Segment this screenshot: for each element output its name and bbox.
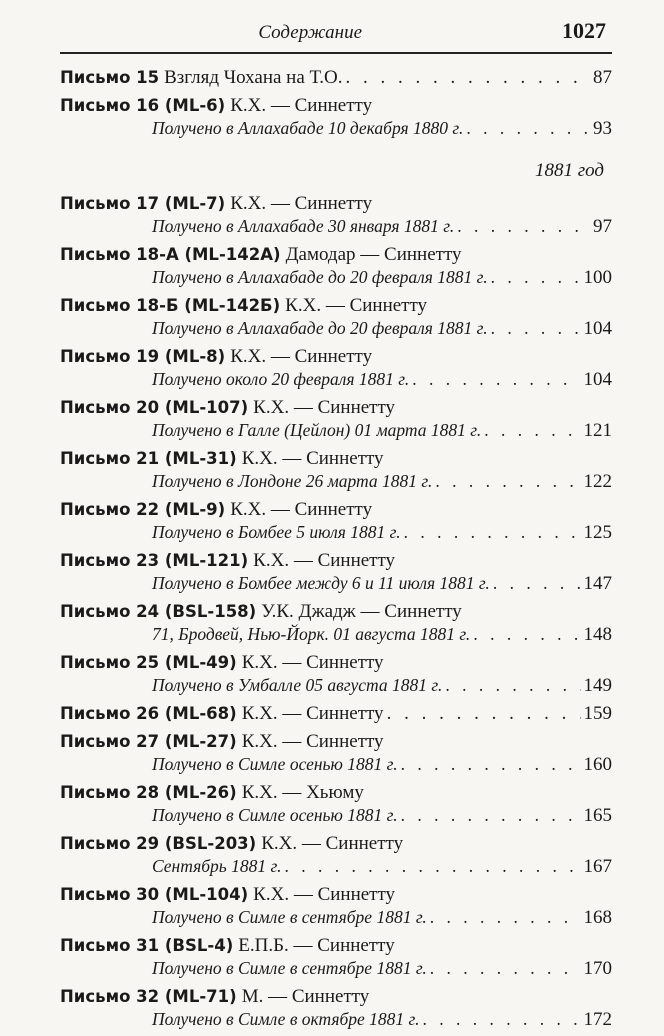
entry-correspondents: М. — Синнетту [241, 986, 370, 1007]
entry-correspondents: К.Х. — Синнетту [253, 884, 396, 905]
entry-title-line [60, 985, 612, 1008]
entry-page-number: 147 [583, 573, 612, 594]
entry-detail-line [60, 572, 612, 595]
entry-detail: Получено в Симле в октябре 1881 г. [152, 1009, 420, 1029]
toc-entry[interactable] [60, 549, 612, 595]
dot-leader [491, 266, 581, 289]
dot-leader [493, 572, 581, 595]
entry-page-number: 97 [593, 216, 612, 237]
dot-leader [430, 906, 581, 929]
dot-leader [445, 674, 580, 697]
entry-title-line [60, 730, 612, 753]
entry-letter-number: Письмо 23 (ML-121) [60, 551, 249, 570]
dot-leader [423, 1008, 581, 1031]
entry-detail-line [60, 266, 612, 289]
entry-letter-number: Письмо 31 (BSL-4) [60, 936, 234, 955]
entry-title-line [60, 883, 612, 906]
entry-page-number: 159 [583, 703, 612, 724]
entry-title-line [60, 294, 612, 317]
entry-detail: Получено в Аллахабаде 30 января 1881 г. [152, 216, 455, 236]
entry-correspondents: К.Х. — Синнетту [285, 295, 428, 316]
dot-leader [491, 317, 581, 340]
dot-leader [435, 470, 580, 493]
entry-page-number: 160 [583, 754, 612, 775]
entry-detail: Получено в Симле осенью 1881 г. [152, 805, 398, 825]
entry-correspondents: К.Х. — Синнетту [241, 731, 384, 752]
dot-leader [466, 117, 590, 140]
entry-detail-line [60, 753, 612, 776]
dot-leader [457, 215, 590, 238]
toc-entry[interactable] [60, 600, 612, 646]
entry-detail-line [60, 906, 612, 929]
entry-page-number: 121 [583, 420, 612, 441]
entry-letter-number: Письмо 27 (ML-27) [60, 732, 237, 751]
toc-entry[interactable] [60, 447, 612, 493]
entry-correspondents: К.Х. — Синнетту [241, 703, 384, 724]
entry-detail-line [60, 215, 612, 238]
entry-correspondents: К.Х. — Синнетту [253, 397, 396, 418]
entry-letter-number: Письмо 21 (ML-31) [60, 449, 237, 468]
entry-letter-number: Письмо 24 (BSL-158) [60, 602, 257, 621]
entry-correspondents: К.Х. — Синнетту [261, 833, 404, 854]
entry-correspondents: К.Х. — Синнетту [230, 499, 373, 520]
entry-correspondents: Взгляд Чохана на Т.О. [164, 67, 343, 88]
dot-leader [401, 804, 581, 827]
dot-leader [412, 368, 580, 391]
dot-leader [387, 702, 581, 725]
dot-leader [484, 419, 580, 442]
table-of-contents [60, 66, 612, 1036]
entry-letter-number: Письмо 26 (ML-68) [60, 704, 237, 723]
entry-page-number: 93 [593, 118, 612, 139]
entry-correspondents: Дамодар — Синнетту [285, 244, 462, 265]
entries-1880 [60, 66, 612, 140]
toc-entry[interactable] [60, 883, 612, 929]
entry-detail-line [60, 674, 612, 697]
entry-letter-number: Письмо 16 (ML-6) [60, 96, 226, 115]
entry-page-number: 122 [583, 471, 612, 492]
entry-detail: Сентябрь 1881 г. [152, 856, 282, 876]
entry-title-line [60, 600, 612, 623]
entry-detail: Получено в Умбалле 05 августа 1881 г. [152, 675, 443, 695]
toc-entry[interactable] [60, 396, 612, 442]
entry-letter-number: Письмо 29 (BSL-203) [60, 834, 257, 853]
entry-correspondents: Е.П.Б. — Синнетту [238, 935, 395, 956]
entry-correspondents: К.Х. — Синнетту [241, 652, 384, 673]
entry-title-line [60, 396, 612, 419]
entry-correspondents: К.Х. — Синнетту [253, 550, 396, 571]
entry-detail: 71, Бродвей, Нью-Йорк. 01 августа 1881 г. [152, 624, 471, 644]
entry-title-line [60, 498, 612, 521]
entry-letter-number: Письмо 22 (ML-9) [60, 500, 226, 519]
entry-title-line [60, 702, 612, 725]
entry-page-number: 165 [583, 805, 612, 826]
entry-correspondents: К.Х. — Синнетту [230, 193, 373, 214]
entry-page-number: 87 [593, 67, 612, 88]
dot-leader [345, 66, 590, 89]
toc-entry[interactable] [60, 243, 612, 289]
entry-title-line [60, 66, 612, 89]
entry-letter-number: Письмо 28 (ML-26) [60, 783, 237, 802]
toc-entry[interactable] [60, 730, 612, 776]
toc-entry[interactable] [60, 832, 612, 878]
entry-detail: Получено в Аллахабаде до 20 февраля 1881 г. [152, 318, 488, 338]
toc-entry[interactable] [60, 702, 612, 725]
entry-title-line [60, 447, 612, 470]
entry-title-line [60, 192, 612, 215]
toc-entry[interactable] [60, 934, 612, 980]
dot-leader [473, 623, 580, 646]
entry-detail-line [60, 521, 612, 544]
entry-detail-line [60, 957, 612, 980]
entry-title-line [60, 345, 612, 368]
dot-leader [284, 855, 580, 878]
entries-1881 [60, 192, 612, 1031]
entry-letter-number: Письмо 25 (ML-49) [60, 653, 237, 672]
entry-page-number: 149 [583, 675, 612, 696]
entry-title-line [60, 94, 612, 117]
toc-entry[interactable] [60, 651, 612, 697]
toc-entry[interactable] [60, 781, 612, 827]
entry-detail-line [60, 419, 612, 442]
entry-letter-number: Письмо 18-А (ML-142А) [60, 245, 281, 264]
header-rule [60, 52, 612, 54]
entry-detail: Получено в Галле (Цейлон) 01 марта 1881 г. [152, 420, 482, 440]
entry-title-line [60, 781, 612, 804]
entry-detail: Получено в Бомбее 5 июля 1881 г. [152, 522, 401, 542]
toc-entry[interactable] [60, 192, 612, 238]
entry-page-number: 104 [583, 318, 612, 339]
entry-detail: Получено в Бомбее между 6 и 11 июля 1881 г. [152, 573, 490, 593]
entry-detail: Получено в Симле осенью 1881 г. [152, 754, 398, 774]
running-header [60, 14, 612, 54]
entry-correspondents: К.Х. — Синнетту [230, 346, 373, 367]
entry-letter-number: Письмо 17 (ML-7) [60, 194, 226, 213]
entry-detail-line [60, 368, 612, 391]
entry-letter-number: Письмо 30 (ML-104) [60, 885, 249, 904]
entry-correspondents: У.К. Джадж — Синнетту [261, 601, 462, 622]
entry-detail-line [60, 117, 612, 140]
entry-detail: Получено в Симле в сентябре 1881 г. [152, 907, 427, 927]
dot-leader [404, 521, 581, 544]
toc-entry[interactable] [60, 985, 612, 1031]
toc-entry[interactable] [60, 94, 612, 140]
dot-leader [401, 753, 581, 776]
entry-detail: Получено в Лондоне 26 марта 1881 г. [152, 471, 433, 491]
toc-entry[interactable] [60, 345, 612, 391]
entry-letter-number: Письмо 19 (ML-8) [60, 347, 226, 366]
entry-page-number: 100 [583, 267, 612, 288]
entry-title-line [60, 549, 612, 572]
entry-detail-line [60, 1008, 612, 1031]
entry-detail: Получено около 20 февраля 1881 г. [152, 369, 410, 389]
entry-page-number: 168 [583, 907, 612, 928]
page-number: 1027 [562, 18, 606, 43]
entry-detail-line [60, 623, 612, 646]
toc-entry[interactable] [60, 294, 612, 340]
entry-page-number: 167 [583, 856, 612, 877]
toc-entry[interactable] [60, 498, 612, 544]
entry-title-line [60, 832, 612, 855]
entry-correspondents: К.Х. — Синнетту [230, 95, 373, 116]
entry-detail-line [60, 804, 612, 827]
entry-letter-number: Письмо 15 [60, 68, 160, 87]
toc-entry[interactable] [60, 66, 612, 89]
entry-letter-number: Письмо 32 (ML-71) [60, 987, 237, 1006]
entry-title-line [60, 651, 612, 674]
entry-page-number: 148 [583, 624, 612, 645]
entry-letter-number: Письмо 20 (ML-107) [60, 398, 249, 417]
entry-letter-number: Письмо 18-Б (ML-142Б) [60, 296, 281, 315]
section-title: Содержание [258, 22, 362, 43]
entry-detail-line [60, 855, 612, 878]
entry-page-number: 104 [583, 369, 612, 390]
entry-detail: Получено в Аллахабаде 10 декабря 1880 г. [152, 118, 464, 138]
entry-page-number: 172 [583, 1009, 612, 1030]
entry-detail-line [60, 470, 612, 493]
entry-title-line [60, 243, 612, 266]
entry-detail: Получено в Аллахабаде до 20 февраля 1881 г. [152, 267, 488, 287]
entry-detail-line [60, 317, 612, 340]
entry-page-number: 125 [583, 522, 612, 543]
dot-leader [430, 957, 581, 980]
year-heading: 1881 год [534, 160, 604, 181]
entry-page-number: 170 [583, 958, 612, 979]
entry-title-line [60, 934, 612, 957]
entry-detail: Получено в Симле в сентябре 1881 г. [152, 958, 427, 978]
entry-correspondents: К.Х. — Синнетту [241, 448, 384, 469]
entry-correspondents: К.Х. — Хьюму [241, 782, 364, 803]
